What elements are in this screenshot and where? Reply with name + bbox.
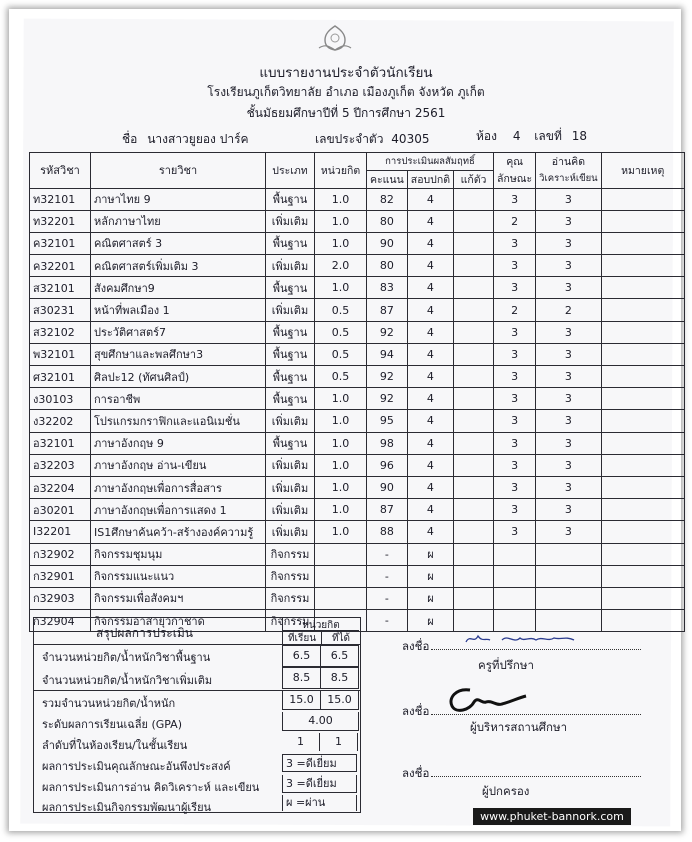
rank-room: 1: [282, 733, 320, 751]
credits-cell: 1.0: [315, 188, 367, 210]
remark-cell: [601, 232, 684, 254]
table-row: [30, 299, 685, 321]
remark-cell: [601, 587, 684, 609]
score-cell: 80: [367, 255, 408, 277]
subject-name-cell: กิจกรรมเพื่อสังคมฯ: [91, 587, 266, 609]
retake-cell: [454, 210, 494, 232]
score-cell: 90: [367, 232, 408, 254]
subject-code-cell: ง30103: [30, 388, 91, 410]
retake-cell: [454, 565, 494, 587]
table-row: [30, 277, 685, 299]
subject-name-cell: ประวัติศาสตร์7: [91, 321, 266, 343]
reading-label: ผลการประเมินการอ่าน คิดวิเคราะห์ และเขียน: [42, 781, 260, 794]
student-id: 40305: [391, 132, 430, 146]
reading-value: 3 =ดีเยี่ยม: [282, 775, 357, 793]
score-cell: 98: [367, 432, 408, 454]
credits-cell: 1.0: [315, 476, 367, 498]
advisor-role: ครูที่ปรึกษา: [478, 658, 534, 672]
parent-role: ผู้ปกครอง: [482, 784, 530, 798]
credits-cell: 1.0: [315, 521, 367, 543]
virtue-cell: 2: [494, 210, 536, 232]
basic-label: จำนวนหน่วยกิต/น้ำหนักวิชาพื้นฐาน: [42, 651, 211, 664]
parent-sign-line: [402, 765, 641, 783]
reading-cell: 3: [536, 410, 602, 432]
remark-cell: [601, 410, 684, 432]
subject-code-cell: ก32901: [30, 565, 91, 587]
header-subject: รายวิชา: [91, 153, 266, 189]
table-row: [30, 521, 685, 543]
report-title: แบบรายงานประจำตัวนักเรียน: [259, 65, 433, 81]
retake-cell: [454, 432, 494, 454]
credits-cell: 0.5: [315, 366, 367, 388]
extra-earned: 8.5: [320, 667, 359, 689]
subject-code-cell: ค32101: [30, 232, 91, 254]
room-label: ห้อง: [476, 129, 497, 143]
subject-code-cell: ส32102: [30, 321, 91, 343]
score-cell: -: [367, 587, 408, 609]
virtue-label: ผลการประเมินคุณลักษณะอันพึงประสงค์: [42, 760, 231, 773]
subject-code-cell: ท32201: [30, 210, 91, 232]
virtue-cell: 2: [494, 299, 536, 321]
grade-cell: ผ: [407, 610, 453, 632]
retake-cell: [454, 388, 494, 410]
director-sign-label: ลงชื่อ: [402, 704, 430, 718]
reading-cell: 3: [536, 210, 602, 232]
activity-value: ผ =ผ่าน: [282, 795, 357, 811]
subject-type-cell: พื้นฐาน: [266, 388, 315, 410]
grade-cell: 4: [407, 277, 453, 299]
retake-cell: [454, 299, 494, 321]
remark-cell: [601, 321, 684, 343]
virtue-cell: [494, 543, 536, 565]
credits-cell: 0.5: [315, 321, 367, 343]
retake-cell: [454, 454, 494, 476]
score-cell: -: [367, 565, 408, 587]
reading-cell: 3: [536, 366, 602, 388]
header-retake: แก้ตัว: [454, 170, 494, 188]
subject-name-cell: หลักภาษาไทย: [91, 210, 266, 232]
remark-cell: [601, 343, 684, 365]
header-reading-top: อ่านคิด: [536, 153, 602, 171]
subject-type-cell: กิจกรรม: [266, 587, 315, 609]
virtue-cell: [494, 565, 536, 587]
number-label: เลขที่: [534, 129, 562, 143]
subject-code-cell: ศ32101: [30, 366, 91, 388]
virtue-cell: 3: [494, 432, 536, 454]
virtue-cell: 3: [494, 255, 536, 277]
credits-cell: 0.5: [315, 343, 367, 365]
table-row: [30, 432, 685, 454]
virtue-cell: 3: [494, 277, 536, 299]
credits-cell: 1.0: [315, 432, 367, 454]
table-row: [30, 321, 685, 343]
grade-cell: ผ: [407, 543, 453, 565]
score-cell: 95: [367, 410, 408, 432]
remark-cell: [601, 255, 684, 277]
table-row: [30, 232, 685, 254]
table-row: [30, 188, 685, 210]
subject-name-cell: กิจกรรมอาสายุวกาชาด: [91, 610, 266, 632]
credits-cell: 1.0: [315, 410, 367, 432]
table-row: [30, 343, 685, 365]
score-cell: 92: [367, 366, 408, 388]
table-row: [30, 388, 685, 410]
grades-table: [29, 152, 685, 632]
header-virtue-top: คุณ: [494, 153, 536, 171]
retake-cell: [454, 366, 494, 388]
reading-cell: 3: [536, 188, 602, 210]
subject-name-cell: การอาชีพ: [91, 388, 266, 410]
subject-code-cell: อ30201: [30, 499, 91, 521]
grade-cell: 4: [407, 410, 453, 432]
subject-type-cell: พื้นฐาน: [266, 321, 315, 343]
grade-cell: 4: [407, 388, 453, 410]
credits-cell: 1.0: [315, 388, 367, 410]
virtue-cell: 3: [494, 499, 536, 521]
retake-cell: [454, 521, 494, 543]
subject-name-cell: โปรแกรมกราฟิกและแอนิเมชั่น: [91, 410, 266, 432]
header-grade: สอบปกติ: [407, 170, 453, 188]
number-value: 18: [571, 129, 587, 143]
subject-name-cell: กิจกรรมชุมนุม: [91, 543, 266, 565]
summary-box: [33, 617, 361, 813]
student-id-line: [315, 130, 429, 149]
gpa-label: ระดับผลการเรียนเฉลี่ย (GPA): [42, 718, 183, 731]
subject-type-cell: พื้นฐาน: [266, 343, 315, 365]
remark-cell: [601, 476, 684, 498]
subject-type-cell: กิจกรรม: [266, 610, 315, 632]
retake-cell: [454, 188, 494, 210]
reading-cell: [536, 565, 602, 587]
remark-cell: [601, 210, 684, 232]
reading-cell: 3: [536, 476, 602, 498]
subject-type-cell: เพิ่มเติม: [266, 454, 315, 476]
summary-title: สรุปผลการประเมิน: [96, 626, 193, 640]
grade-cell: 4: [407, 476, 453, 498]
subject-code-cell: ก32903: [30, 587, 91, 609]
advisor-sign-label: ลงชื่อ: [402, 639, 430, 653]
score-cell: 94: [367, 343, 408, 365]
subject-type-cell: เพิ่มเติม: [266, 255, 315, 277]
subject-code-cell: พ32101: [30, 343, 91, 365]
summary-col-group: หน่วยกิต: [283, 618, 359, 631]
table-row: [30, 210, 685, 232]
subject-type-cell: พื้นฐาน: [266, 232, 315, 254]
grade-cell: 4: [407, 255, 453, 277]
grade-cell: 4: [407, 188, 453, 210]
student-name-line: [122, 130, 249, 149]
remark-cell: [601, 454, 684, 476]
retake-cell: [454, 277, 494, 299]
retake-cell: [454, 232, 494, 254]
name-label: ชื่อ: [122, 132, 138, 146]
subject-code-cell: ก32904: [30, 610, 91, 632]
director-signature-icon: [440, 684, 530, 718]
subject-type-cell: เพิ่มเติม: [266, 299, 315, 321]
grade-cell: 4: [407, 499, 453, 521]
remark-cell: [601, 432, 684, 454]
subject-code-cell: ง32202: [30, 410, 91, 432]
parent-sign-dots: [431, 775, 641, 777]
basic-earned: 6.5: [320, 645, 359, 667]
room-value: 4: [512, 129, 521, 143]
director-role: ผู้บริหารสถานศึกษา: [470, 720, 568, 734]
subject-code-cell: ส32101: [30, 277, 91, 299]
virtue-cell: 3: [494, 476, 536, 498]
parent-sign-label: ลงชื่อ: [402, 766, 430, 780]
grade-cell: 4: [407, 299, 453, 321]
subject-name-cell: หน้าที่พลเมือง 1: [91, 299, 266, 321]
subject-code-cell: อ32203: [30, 454, 91, 476]
credits-cell: 1.0: [315, 454, 367, 476]
remark-cell: [601, 543, 684, 565]
table-row: [30, 565, 685, 587]
score-cell: -: [367, 543, 408, 565]
score-cell: 92: [367, 321, 408, 343]
room-line: [476, 127, 587, 146]
subject-type-cell: กิจกรรม: [266, 565, 315, 587]
credits-cell: 1.0: [315, 232, 367, 254]
score-cell: 87: [367, 499, 408, 521]
credits-cell: 1.0: [315, 499, 367, 521]
subject-code-cell: อ32204: [30, 476, 91, 498]
school-line: โรงเรียนภูเก็ตวิทยาลัย อำเภอ เมืองภูเก็ต จังหวัด ภูเก็ต: [207, 85, 485, 99]
reading-cell: [536, 543, 602, 565]
score-cell: -: [367, 610, 408, 632]
table-row: [30, 587, 685, 609]
id-label: เลขประจำตัว: [315, 132, 384, 146]
header-virtue-bottom: ลักษณะ: [494, 170, 536, 188]
reading-cell: 3: [536, 232, 602, 254]
subject-name-cell: ภาษาอังกฤษ 9: [91, 432, 266, 454]
subject-name-cell: สังคมศึกษา9: [91, 277, 266, 299]
table-row: [30, 454, 685, 476]
subject-name-cell: คณิตศาสตร์เพิ่มเติม 3: [91, 255, 266, 277]
score-cell: 88: [367, 521, 408, 543]
reading-cell: 3: [536, 521, 602, 543]
reading-cell: 3: [536, 343, 602, 365]
virtue-value: 3 =ดีเยี่ยม: [282, 754, 357, 772]
remark-cell: [601, 499, 684, 521]
subject-code-cell: ค32201: [30, 255, 91, 277]
subject-name-cell: IS1ศึกษาค้นคว้า-สร้างองค์ความรู้: [91, 521, 266, 543]
header-type: ประเภท: [266, 153, 315, 189]
total-label: รวมจำนวนหน่วยกิต/น้ำหนัก: [42, 697, 176, 710]
credits-cell: 1.0: [315, 277, 367, 299]
virtue-cell: 3: [494, 388, 536, 410]
subject-type-cell: พื้นฐาน: [266, 188, 315, 210]
score-cell: 82: [367, 188, 408, 210]
header-reading-bottom: วิเคราะห์เขียน: [536, 170, 602, 188]
score-cell: 92: [367, 388, 408, 410]
reading-cell: 2: [536, 299, 602, 321]
extra-label: จำนวนหน่วยกิต/น้ำหนักวิชาเพิ่มเติม: [42, 674, 213, 687]
extra-enrolled: 8.5: [282, 667, 321, 689]
subject-name-cell: ภาษาไทย 9: [91, 188, 266, 210]
total-enrolled: 15.0: [282, 691, 321, 710]
retake-cell: [454, 321, 494, 343]
subject-name-cell: คณิตศาสตร์ 3: [91, 232, 266, 254]
grade-cell: ผ: [407, 565, 453, 587]
gpa-value: 4.00: [282, 712, 359, 731]
retake-cell: [454, 499, 494, 521]
table-row: [30, 543, 685, 565]
table-row: [30, 499, 685, 521]
score-cell: 80: [367, 210, 408, 232]
table-row: [30, 255, 685, 277]
rank-grade: 1: [320, 733, 358, 751]
virtue-cell: 3: [494, 454, 536, 476]
remark-cell: [601, 188, 684, 210]
rank-label: ลำดับที่ในห้องเรียน/ในชั้นเรียน: [42, 739, 188, 752]
remark-cell: [601, 299, 684, 321]
reading-cell: 3: [536, 277, 602, 299]
watermark: www.phuket-bannork.com: [473, 808, 631, 825]
grade-cell: 4: [407, 521, 453, 543]
header-score: คะแนน: [367, 170, 408, 188]
credits-cell: [315, 565, 367, 587]
subject-name-cell: กิจกรรมแนะแนว: [91, 565, 266, 587]
reading-cell: 3: [536, 388, 602, 410]
subject-type-cell: เพิ่มเติม: [266, 476, 315, 498]
retake-cell: [454, 476, 494, 498]
virtue-cell: 3: [494, 410, 536, 432]
subject-type-cell: เพิ่มเติม: [266, 521, 315, 543]
school-crest-icon: [315, 24, 355, 52]
subject-name-cell: ภาษาอังกฤษ อ่าน-เขียน: [91, 454, 266, 476]
retake-cell: [454, 587, 494, 609]
virtue-cell: [494, 587, 536, 609]
grade-cell: 4: [407, 366, 453, 388]
score-cell: 96: [367, 454, 408, 476]
reading-cell: 3: [536, 432, 602, 454]
remark-cell: [601, 366, 684, 388]
table-row: [30, 366, 685, 388]
virtue-cell: 3: [494, 232, 536, 254]
subject-code-cell: อ32101: [30, 432, 91, 454]
reading-cell: 3: [536, 255, 602, 277]
grade-cell: 4: [407, 343, 453, 365]
subject-type-cell: พื้นฐาน: [266, 366, 315, 388]
credits-cell: 2.0: [315, 255, 367, 277]
subject-type-cell: เพิ่มเติม: [266, 410, 315, 432]
subject-type-cell: พื้นฐาน: [266, 432, 315, 454]
activity-label: ผลการประเมินกิจกรรมพัฒนาผู้เรียน: [42, 801, 212, 814]
subject-code-cell: I32201: [30, 521, 91, 543]
subject-type-cell: กิจกรรม: [266, 543, 315, 565]
subject-type-cell: พื้นฐาน: [266, 277, 315, 299]
subject-type-cell: เพิ่มเติม: [266, 210, 315, 232]
header-credits: หน่วยกิต: [315, 153, 367, 189]
subject-name-cell: ภาษาอังกฤษเพื่อการแสดง 1: [91, 499, 266, 521]
header-remark: หมายเหตุ: [601, 153, 684, 189]
header-result-group: การประเมินผลสัมฤทธิ์: [367, 153, 494, 171]
virtue-cell: 3: [494, 521, 536, 543]
summary-col-enrolled: ที่เรียน: [287, 633, 317, 644]
grade-cell: 4: [407, 232, 453, 254]
score-cell: 83: [367, 277, 408, 299]
subject-name-cell: ศิลปะ12 (ทัศนศิลป์): [91, 366, 266, 388]
credits-cell: [315, 587, 367, 609]
credits-cell: [315, 543, 367, 565]
grade-cell: 4: [407, 321, 453, 343]
table-row: [30, 476, 685, 498]
remark-cell: [601, 521, 684, 543]
virtue-cell: 3: [494, 366, 536, 388]
subject-code-cell: ท32101: [30, 188, 91, 210]
subject-code-cell: ส30231: [30, 299, 91, 321]
retake-cell: [454, 543, 494, 565]
total-earned: 15.0: [320, 691, 359, 710]
subject-name-cell: ภาษาอังกฤษเพื่อการสื่อสาร: [91, 476, 266, 498]
grade-cell: 4: [407, 210, 453, 232]
remark-cell: [601, 565, 684, 587]
virtue-cell: 3: [494, 188, 536, 210]
reading-cell: 3: [536, 321, 602, 343]
score-cell: 87: [367, 299, 408, 321]
summary-credit-header: [282, 618, 359, 644]
virtue-cell: 3: [494, 321, 536, 343]
remark-cell: [601, 388, 684, 410]
subject-name-cell: สุขศึกษาและพลศึกษา3: [91, 343, 266, 365]
subject-type-cell: เพิ่มเติม: [266, 499, 315, 521]
reading-cell: 3: [536, 499, 602, 521]
header-code: รหัสวิชา: [30, 153, 91, 189]
score-cell: 90: [367, 476, 408, 498]
remark-cell: [601, 277, 684, 299]
grade-line: ชั้นมัธยมศึกษาปีที่ 5 ปีการศึกษา 2561: [246, 106, 446, 120]
reading-cell: [536, 587, 602, 609]
advisor-signature-icon: [462, 628, 592, 650]
retake-cell: [454, 255, 494, 277]
virtue-cell: 3: [494, 343, 536, 365]
summary-col-earned: ที่ได้: [321, 631, 360, 644]
retake-cell: [454, 343, 494, 365]
student-name: นางสาวยูยอง ปาร์ค: [147, 132, 249, 146]
table-header-row: [30, 153, 685, 171]
table-row: [30, 410, 685, 432]
grade-cell: 4: [407, 432, 453, 454]
credits-cell: 1.0: [315, 210, 367, 232]
reading-cell: 3: [536, 454, 602, 476]
retake-cell: [454, 410, 494, 432]
basic-enrolled: 6.5: [282, 645, 321, 667]
grade-cell: ผ: [407, 587, 453, 609]
remark-cell: [601, 610, 684, 632]
credits-cell: 0.5: [315, 299, 367, 321]
grade-cell: 4: [407, 454, 453, 476]
subject-code-cell: ก32902: [30, 543, 91, 565]
